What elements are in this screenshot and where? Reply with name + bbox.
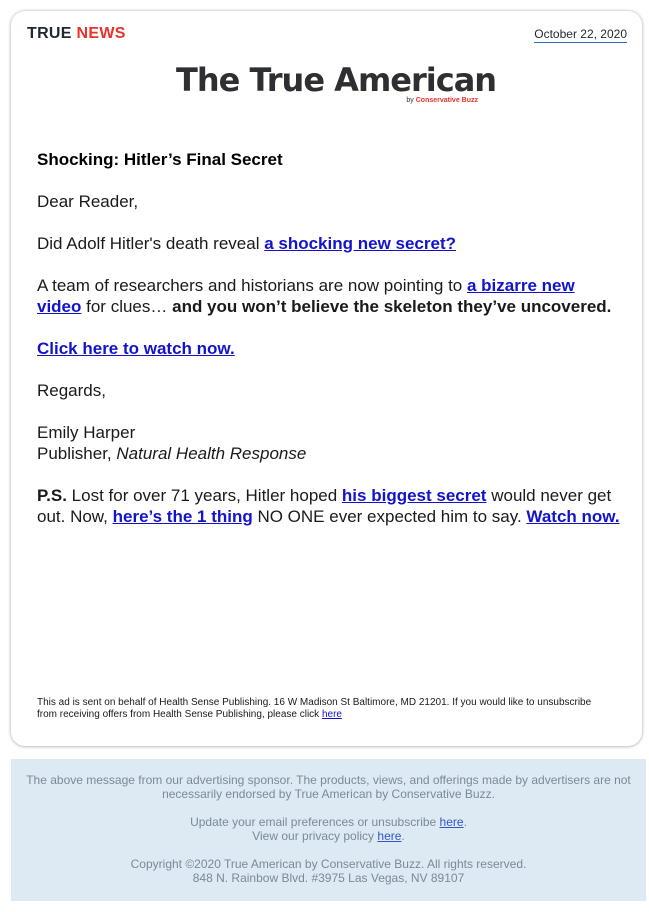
watch-now-cta-link[interactable]: Click here to watch now. (37, 339, 235, 358)
ps-text-3: NO ONE ever expected him to say. (252, 507, 527, 526)
true-american-logo (176, 61, 497, 106)
disclaimer-text: This ad is sent on behalf of Health Sense Publishing. 16 W Madison St Baltimore, MD 21201. If you would like to unsubscribe from receiving offers from Health Sense Publishing, please click (37, 697, 592, 720)
p2-mid: for clues… (81, 297, 173, 316)
email-footer (11, 759, 646, 901)
biggest-secret-link[interactable]: his biggest secret (341, 486, 487, 505)
sender-disclaimer (37, 697, 597, 721)
sponsor-notice: The above message from our advertising sponsor. The products, views, and offerings made by advertisers are not necessarily endorsed by True American by Conservative Buzz. (26, 773, 631, 801)
brand-word-news: NEWS (76, 25, 126, 42)
p2-text: A team of researchers and historians are now pointing to (37, 276, 467, 295)
cta-paragraph (37, 338, 622, 359)
p1-text: Did Adolf Hitler's death reveal (37, 234, 265, 253)
email-card (11, 11, 642, 746)
privacy-policy: View our privacy policy here. (252, 829, 405, 843)
email-body (37, 149, 622, 548)
paragraph-2 (37, 275, 622, 317)
greeting: Dear Reader, (37, 192, 139, 211)
one-thing-link[interactable]: here’s the 1 thing (112, 507, 253, 526)
logo-title: The True American (176, 61, 497, 99)
ps-text-1: Lost for over 71 years, Hitler hoped (66, 486, 342, 505)
logo-by-prefix: by (406, 97, 414, 104)
privacy-policy-link[interactable]: here (377, 829, 402, 843)
ps-text-2: would never get out. Now, (37, 486, 612, 526)
logo-byline (406, 97, 478, 104)
logo-by-name: Conservative Buzz (415, 97, 478, 104)
postscript (37, 485, 622, 527)
email-date: October 22, 2020 (534, 27, 627, 41)
email-preferences: Update your email preferences or unsubscribe here. (190, 815, 467, 829)
unsubscribe-link[interactable]: here (321, 709, 342, 720)
signature-name: Emily Harper (37, 423, 136, 442)
brand-word-true: TRUE (27, 25, 72, 42)
ps-watch-now-link[interactable]: Watch now. (526, 507, 620, 526)
regards: Regards, (37, 381, 106, 400)
prefs-text: Update your email preferences or unsubscribe (190, 815, 440, 829)
copyright: Copyright ©2020 True American by Conservative Buzz. All rights reserved. (130, 857, 527, 871)
shocking-secret-link[interactable]: a shocking new secret? (264, 234, 456, 253)
signature-publication: Natural Health Response (116, 444, 307, 463)
signature-title-prefix: Publisher, (37, 444, 117, 463)
privacy-text: View our privacy policy (252, 829, 378, 843)
p2-bold: and you won’t believe the skeleton they’ve uncovered. (172, 297, 612, 316)
ps-label: P.S. (37, 486, 67, 505)
bizarre-video-link[interactable]: a bizarre new video (37, 276, 575, 316)
true-news-logo[interactable] (27, 25, 126, 43)
email-headline: Shocking: Hitler’s Final Secret (37, 150, 283, 169)
signature (37, 422, 622, 464)
postal-address: 848 N. Rainbow Blvd. #3975 Las Vegas, NV 89107 (192, 871, 465, 885)
email-preferences-link[interactable]: here (439, 815, 464, 829)
paragraph-1 (37, 233, 622, 254)
